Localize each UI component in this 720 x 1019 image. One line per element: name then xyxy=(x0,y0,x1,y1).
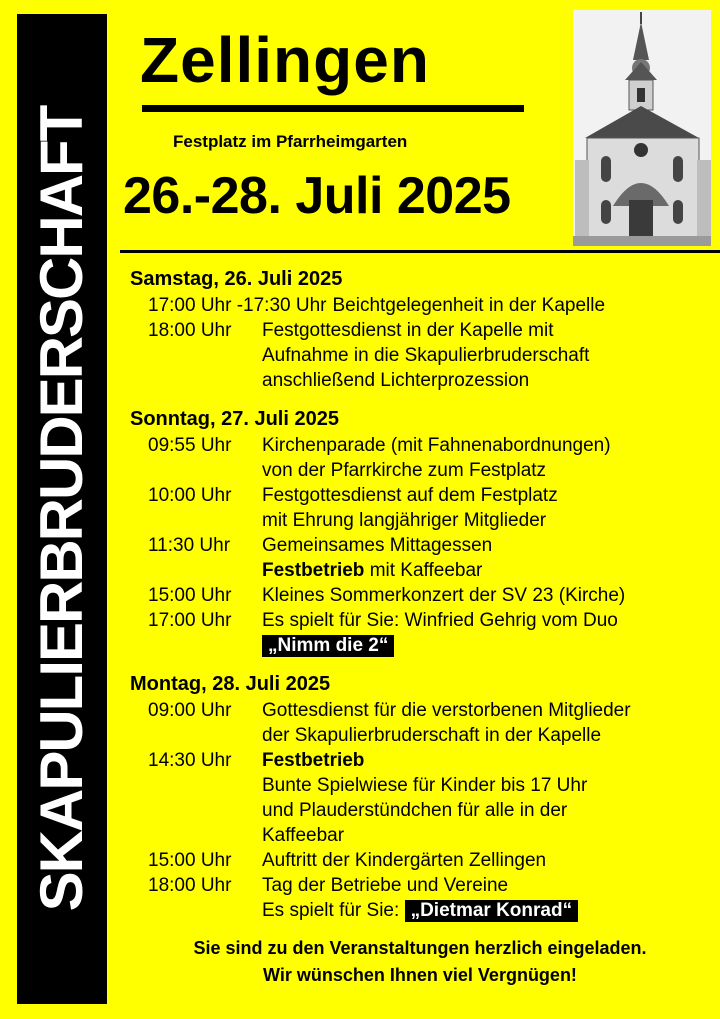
event-time: 14:30 Uhr xyxy=(148,750,232,771)
event-text: Es spielt für Sie: xyxy=(262,900,405,921)
event-text: Aufnahme in die Skapulierbruderschaft xyxy=(262,345,590,366)
list-item xyxy=(130,608,720,658)
event-time: 11:30 Uhr xyxy=(148,535,231,556)
event-text: und Plauderstündchen für alle in der xyxy=(262,800,568,821)
event-time: 09:55 Uhr xyxy=(148,435,232,456)
day-heading-sunday: Sonntag, 27. Juli 2025 xyxy=(130,408,339,430)
venue-subtitle: Festplatz im Pfarrheimgarten xyxy=(173,132,408,151)
closing-message xyxy=(120,935,720,989)
event-text: Kleines Sommerkonzert der SV 23 (Kirche) xyxy=(262,585,626,606)
event-time: 10:00 Uhr xyxy=(148,485,232,506)
event-time: 17:00 Uhr -17:30 Uhr xyxy=(148,295,327,316)
list-item xyxy=(130,293,720,318)
event-time: 09:00 Uhr xyxy=(148,700,232,721)
event-text: Es spielt für Sie: Winfried Gehrig vom Duo xyxy=(262,610,618,631)
event-time: 18:00 Uhr xyxy=(148,875,232,896)
event-text: Tag der Betriebe und Vereine xyxy=(262,875,509,896)
church-icon xyxy=(573,10,711,246)
title-underline xyxy=(142,105,524,112)
event-text: Gemeinsames Mittagessen xyxy=(262,535,493,556)
list-item xyxy=(130,873,720,923)
event-text: Kirchenparade (mit Fahnenabordnungen) xyxy=(262,435,611,456)
event-text: von der Pfarrkirche zum Festplatz xyxy=(262,460,547,481)
list-item xyxy=(130,848,720,873)
highlight-badge: „Nimm die 2“ xyxy=(262,635,394,657)
event-text: Auftritt der Kindergärten Zellingen xyxy=(262,850,547,871)
event-time: 17:00 Uhr xyxy=(148,610,232,631)
event-text: Gottesdienst für die verstorbenen Mitglieder xyxy=(262,700,631,721)
header-divider xyxy=(120,250,720,253)
event-text-bold: Festbetrieb xyxy=(262,560,365,581)
event-text: Bunte Spielwiese für Kinder bis 17 Uhr xyxy=(262,775,588,796)
event-time: 15:00 Uhr xyxy=(148,585,232,606)
highlight-badge: „Dietmar Konrad“ xyxy=(405,900,579,922)
sidebar-title: SKAPULIERBRUDERSCHAFT xyxy=(28,106,95,912)
list-item xyxy=(130,748,720,848)
event-text: Festgottesdienst auf dem Festplatz xyxy=(262,485,558,506)
closing-line: Wir wünschen Ihnen viel Vergnügen! xyxy=(263,965,577,985)
event-text: Beichtgelegenheit in der Kapelle xyxy=(332,295,606,316)
event-text-bold: Festbetrieb xyxy=(262,750,365,771)
list-item xyxy=(130,318,720,393)
event-text: Kaffeebar xyxy=(262,825,345,846)
day-heading-monday: Montag, 28. Juli 2025 xyxy=(130,673,331,695)
list-item xyxy=(130,698,720,748)
list-item xyxy=(130,533,720,583)
event-text: Festgottesdienst in der Kapelle mit xyxy=(262,320,554,341)
event-text: mit Kaffeebar xyxy=(364,560,483,581)
schedule xyxy=(130,266,720,923)
event-time: 18:00 Uhr xyxy=(148,320,232,341)
event-time: 15:00 Uhr xyxy=(148,850,232,871)
sidebar-banner xyxy=(17,14,107,1004)
event-text: anschließend Lichterprozession xyxy=(262,370,530,391)
day-heading-saturday: Samstag, 26. Juli 2025 xyxy=(130,268,343,290)
list-item xyxy=(130,433,720,483)
event-text: der Skapulierbruderschaft in der Kapelle xyxy=(262,725,602,746)
list-item xyxy=(130,583,720,608)
event-date: 26.-28. Juli 2025 xyxy=(123,167,511,225)
page-title: Zellingen xyxy=(140,24,430,96)
list-item xyxy=(130,483,720,533)
closing-line: Sie sind zu den Veranstaltungen herzlich eingeladen. xyxy=(193,938,647,958)
event-text: mit Ehrung langjähriger Mitglieder xyxy=(262,510,547,531)
